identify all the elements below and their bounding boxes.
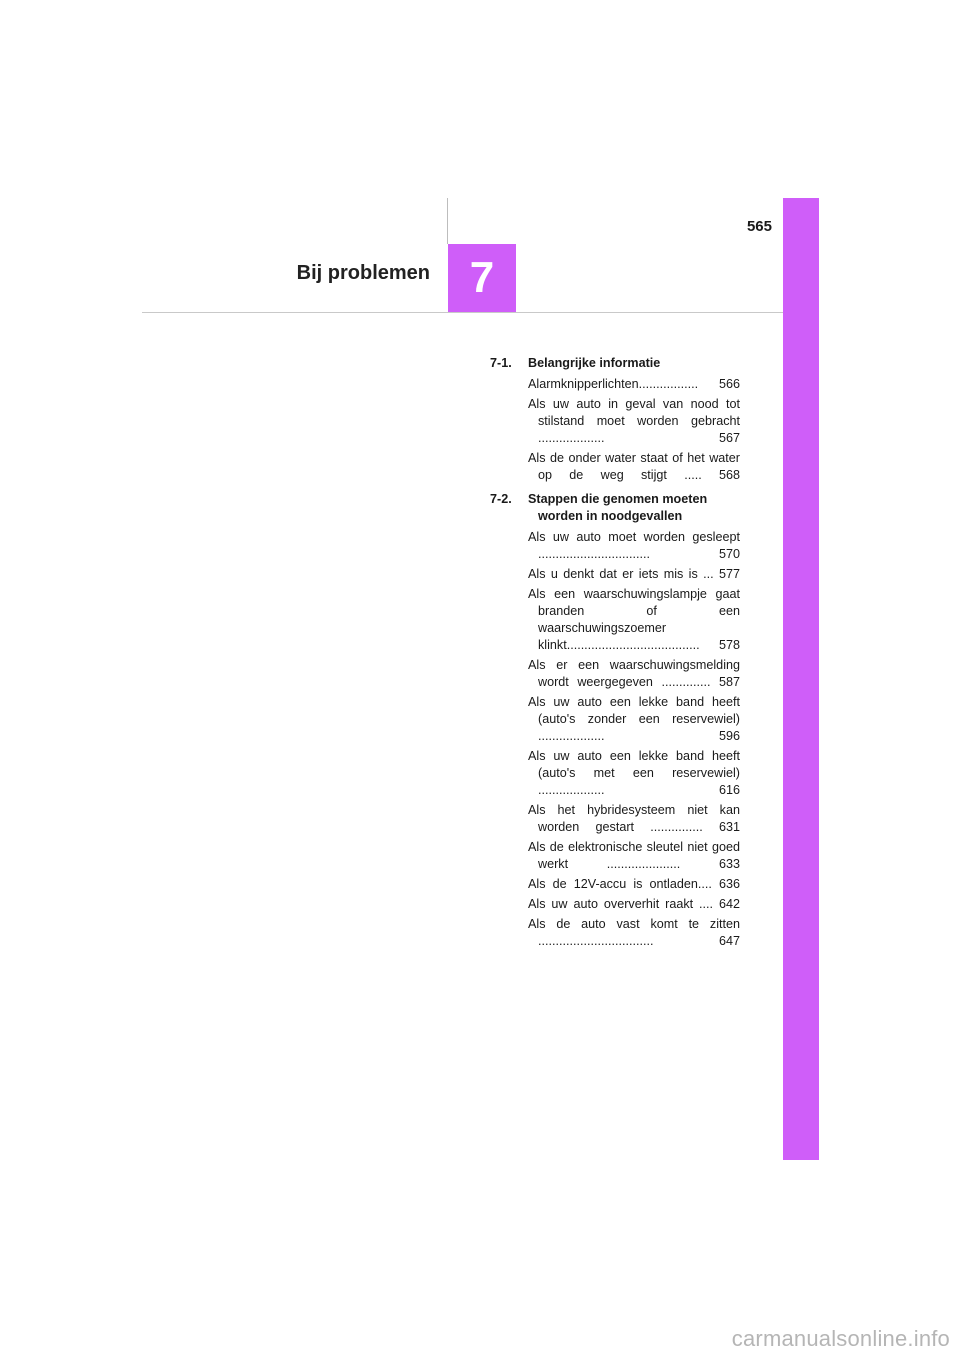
toc-entry[interactable]: Als de elektronische sleutel niet goed werkt ..................... 633 [528,840,740,871]
chapter-title: Bij problemen [296,262,430,284]
toc-entry[interactable]: Als er een waarschuwingsmelding wordt weergegeven .............. 587 [528,658,740,689]
toc-section-number: 7-1. [490,356,512,370]
toc-entry[interactable]: Als uw auto oververhit raakt .... 642 [528,897,740,911]
toc-entry[interactable]: Als uw auto moet worden gesleept ................................ 570 [528,530,740,561]
toc-entry[interactable]: Als u denkt dat er iets mis is ... 577 [528,567,740,581]
toc-entry[interactable]: Als de 12V-accu is ontladen.... 636 [528,877,740,891]
table-of-contents [490,355,740,950]
toc-entry[interactable]: Als uw auto een lekke band heeft (auto's zonder een reservewiel) ................... 596 [528,695,740,743]
header-divider-horizontal [142,312,783,313]
toc-section-title: Belangrijke informatie [528,356,661,370]
toc-section[interactable] [490,491,740,525]
chapter-side-tab [783,198,819,1160]
toc-entry[interactable]: Als de auto vast komt te zitten ................................. 647 [528,917,740,948]
toc-entry[interactable]: Als het hybridesysteem niet kan worden gestart ............... 631 [528,803,740,834]
toc-section-number: 7-2. [490,492,512,506]
toc-section-title: Stappen die genomen moeten worden in noodgevallen [528,492,708,523]
toc-entry[interactable]: Als uw auto een lekke band heeft (auto's met een reservewiel) ................... 616 [528,749,740,797]
toc-entry[interactable]: Als uw auto in geval van nood tot stilstand moet worden gebracht ................... 567 [528,397,740,445]
toc-entry[interactable]: Als de onder water staat of het water op de weg stijgt ..... 568 [528,451,740,482]
toc-entry[interactable]: Alarmknipperlichten................. 566 [528,377,740,391]
page-number: 565 [746,218,772,235]
chapter-number-box [448,244,516,312]
header-divider-vertical [447,198,448,244]
watermark: carmanualsonline.info [731,1326,950,1351]
toc-section[interactable] [490,355,740,372]
toc-entry[interactable]: Als een waarschuwingslampje gaat branden of een waarschuwingszoemer klinkt...................................... 578 [528,587,740,652]
chapter-number: 7 [469,253,495,302]
